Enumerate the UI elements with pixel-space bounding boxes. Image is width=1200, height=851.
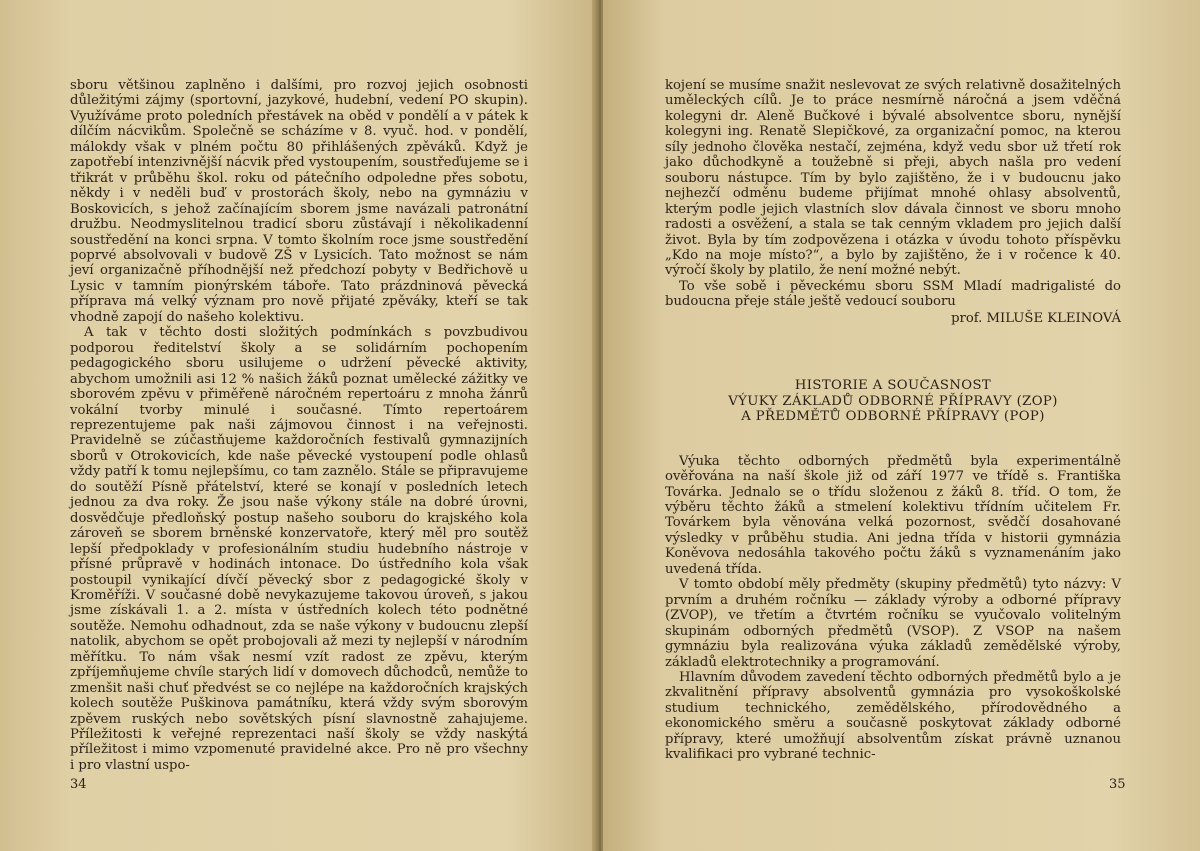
left-page (0, 0, 597, 851)
paragraph: Hlavním důvodem zavedení těchto odborných předmětů bylo a je zkvalitnění přípravy absolventů gymnázia pro vysokoškolské studium technického, zemědělského, přírodovědného a ekonomického směru a současně poskytovat základy odborné přípravy, které umožňují absolventům získat právně uznanou kvalifikaci pro vybrané technic- (665, 669, 1121, 763)
page-number: 35 (1109, 777, 1126, 792)
spacer (665, 425, 1121, 454)
paragraph: V tomto období měly předměty (skupiny předmětů) tyto názvy: V prvním a druhém ročníku — základy výroby a odborné přípravy (ZVOP), ve třetím a čtvrtém ročníku se vyučovalo volitelným skupinám odborných předmětů (VSOP). Z VSOP na našem gymnáziu byla realizována výuka základů zemědělské výroby, základů elektrotechniky a programování. (665, 577, 1121, 670)
paragraph: Výuka těchto odborných předmětů byla experimentálně ověřována na naší škole již od září 1977 ve třídě s. Františka Továrka. Jednalo se o třídu složenou z žáků 8. tříd. O tom, že výběru těchto žáků a stmelení kolektivu třídním učitelem Fr. Továrkem byla věnována velká pozornost, svědčí dosahované výsledky v průběhu studia. Ani jedna třída v historii gymnázia Koněvova nedosáhla takového počtu žáků s vyznamenáním jako uvedená třída. (665, 453, 1121, 577)
heading-line: A PŘEDMĚTŮ ODBORNÉ PŘÍPRAVY (POP) (741, 409, 1045, 425)
paragraph: A tak v těchto dosti složitých podmínkách s povzbudivou podporou ředitelství školy a se solidárním pochopením pedagogického sboru usilujeme o udržení pěvecké aktivity, abychom umožnili asi 12 % našich žáků poznat umělecké zážitky ve sborovém zpěvu v přiměřeně náročném repertoáru z mnoha žánrů vokální tvorby minulé i současné. Tímto repertoárem reprezentujeme pak naši zájmovou činnost i na veřejnosti. Pravidelně se zúčastňujeme každoročních festivalů gymnaziјních sborů v Otrokovicích, kde naše pěvecké vystoupení podle ohlasů vždy patří k tomu nejlepšímu, co tam zaznělo. Stále se připravujeme do soutěží Písně přátelství, které se konají v posledních letech jednou za dva roky. Že jsou naše výkony stále na dobré úrovni, dosvědčuje předloňský postup našeho souboru do krajského kola zároveň se sborem brněnské konzervatoře, který měl pro soutěž lepší předpoklady v profesionálním studiu hudebního nástroje v přísné průpravě v hodinách intonace. Do ústředního kola však postoupil vynikající dívčí pěvecký sbor z pedagogické školy v Kroměříži. V současné době nevykazujeme takovou úroveň, s jakou jsme získávali 1. a 2. místa v ústředních kolech této podnětné soutěže. Nemohu odhadnout, zda se naše výkony v budoucnu zlepší natolik, abychom se opět probojovali až mezi ty nejlepší v národním měřítku. To nám však nesmí vzít radost ze zpěvu, kterým zpříjemňujeme chvíle starých lidí v domovech důchodců, nemůže to zmenšit naši chuť předvést se co nejlépe na každoročních krajských kolech soutěže Puškinova památníku, která vždy svým sborovým zpěvem ruských nebo sovětských písní slavnostně zahajujeme. Příležitosti k veřejné reprezentaci naší školy se vždy naskýtá příležitost i mimo vzpomenuté pravidelné akce. Pro ně pro všechny i pro vlastní uspo- (70, 325, 528, 773)
heading-line: HISTORIE A SOUČASNOST (794, 378, 992, 394)
heading-line: VÝUKY ZÁKLADŮ ODBORNÉ PŘÍPRAVY (ZOP) (728, 393, 1058, 409)
page-number: 34 (70, 777, 87, 792)
right-page-text (665, 78, 1121, 763)
paragraph: sboru většinou zaplněno i dalšími, pro rozvoj jejich osobnosti důležitými zájmy (sportovní, jazykové, hudební, vedení PO skupin). Využíváme proto poledních přestávek na oběd v pondělí a v pátek k dílčím nácvikům. Společně se scházíme v 8. vyuč. hod. v pondělí, málokdy však v plném počtu 80 přihlášených zpěváků. Když je zapotřebí intenzivnější nácvik před vystoupením, soustřeďujeme se i třikrát v průběhu škol. roku od pátečního odpoledne přes sobotu, někdy i v neděli buď v prostorách školy, nebo na gymnáziu v Boskovicích, s jehož začínajícím sborem jsme navázali patronátní družbu. Neodmyslitelnou tradicí sboru zůstávají i několikadenní soustředění na konci srpna. V tomto školním roce jsme soustředění poprvé absolvovali v budově ZŠ v Lysicích. Tato možnost se nám jeví organizačně příhodnější než předchozí pobyty v Bedřichově u Lysic v tamním pionýrském táboře. Tato prázdninová pěvecká příprava má velký význam pro nově přijaté zpěváky, kteří se tak vhodně zapojí do našeho kolektivu. (70, 78, 528, 325)
paragraph: To vše sobě i pěveckému sboru SSM Mladí madrigalisté do budoucna přeje stále ještě vedoucí souboru (665, 278, 1121, 310)
paragraph: kojení se musíme snažit neslevovat ze svých relativně dosažitelných uměleckých cílů. Je to práce nesmírně náročná a jsem vděčná kolegyni dr. Aleně Bučkové i bývalé absolventce sboru, nynější kolegyni ing. Renatě Slepičkové, za organizační pomoc, na kterou síly jednoho člověka nestačí, zejména, když vedu sbor už třetí rok jako důchodkyně a toužebně si přeji, abych našla pro vedení souboru nástupce. Tím by bylo zajištěno, že i v budoucnu jako nejhezčí odměnu budeme přijímat mnohé ohlasy absolventů, kterým podle jejich vlastních slov dávala činnost ve sboru mnoho radosti a osvěžení, a stala se tak cenným vkladem pro jejich další život. Byla by tím zodpovězena i otázka v úvodu tohoto příspěvku „Kdo na moje místo?“, a bylo by zajištěno, že i v ročence k 40. výročí školy by platilo, že není možné nebýt. (665, 78, 1121, 279)
left-page-text (70, 78, 528, 773)
author-signature: prof. MILUŠE KLEINOVÁ (951, 310, 1121, 326)
right-page (603, 0, 1200, 851)
section-heading (665, 378, 1121, 424)
